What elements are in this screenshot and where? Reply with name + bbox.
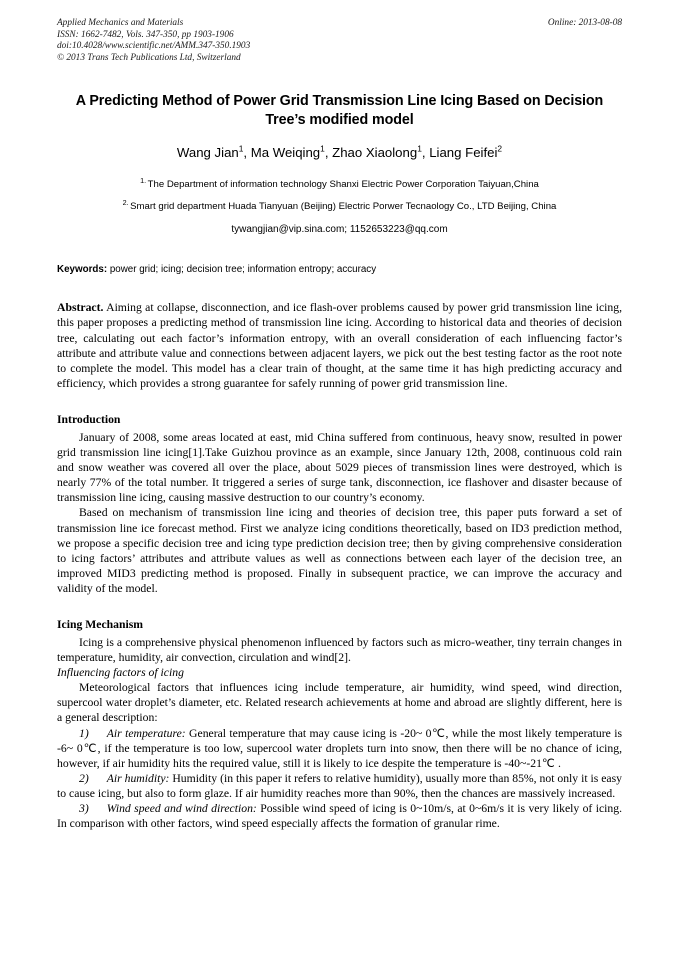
list-item-term-3: Wind speed and wind direction: [106,802,257,815]
author-name-4: Liang Feifei [429,145,498,161]
abstract-block [57,300,622,391]
subheading-influencing-factors: Influencing factors of icing [57,666,184,680]
author-affil-marker-2: 1 [320,143,325,154]
author-name-1: Wang Jian [176,145,239,161]
list-item-number-3: 3) [79,802,89,815]
page-title: A Predicting Method of Power Grid Transmission Line Icing Based on Decision Tree’s modified model [75,93,604,129]
author-separator-3: , [421,145,430,161]
icing-mechanism-paragraph-1: Icing is a comprehensive physical phenomenon influenced by factors such as micro-weather, tiny terrain changes in temperature, humidity, air convection, circulation and wind[2]. [57,635,622,665]
list-item-term-2: Air humidity: [106,771,170,785]
list-item [57,726,622,771]
keywords-value: power grid; icing; decision tree; information entropy; accuracy [107,264,377,276]
author-separator-2: , [324,145,333,161]
journal-name: Applied Mechanics and Materials [57,18,184,28]
icing-mechanism-paragraph-2: Meteorological factors that influences icing include temperature, air humidity, wind speed, wind direction, supercool water droplet’s diameter, etc. Related research achievements at home and abroad are slightly different, here is a general description: [57,681,622,725]
issn-line: ISSN: 1662-7482, Vols. 347-350, pp 1903-1906 [57,29,234,40]
journal-header [57,18,622,64]
list-item-text-1: General temperature that may cause icing is -20~ 0℃, while the most likely temperature is -6~ 0℃, if the temperature is too low, supercool water droplets turn into snow, then there will be no chance of icing, however, if air humidity hits the required value, still it is likely to ice despite the temperature is -40~-21℃ . [57,726,623,770]
affiliation-1 [83,178,596,193]
keywords-line [57,263,622,277]
section-heading-introduction: Introduction [57,412,121,426]
section-heading-icing-mechanism: Icing Mechanism [57,617,144,631]
abstract-label: Abstract. [57,301,104,315]
list-item-text-3: Possible wind speed of icing is 0~10m/s, at 0~6m/s it is very likely of icing. In comparison with other factors, wind speed especially affects the formation of granular rime. [57,802,622,831]
author-emails: tywangjian@vip.sina.com; 1152653223@qq.com [231,224,448,236]
author-separator-1: , [243,145,251,161]
doi-line: doi:10.4028/www.scientific.net/AMM.347-350.1903 [57,41,251,52]
list-item-number-2: 2) [79,771,89,785]
list-item-number-1: 1) [79,726,89,740]
journal-header-top-row [57,18,622,30]
abstract-text: Aiming at collapse, disconnection, and ice flash-over problems caused by power grid transmission line icing, this paper proposes a predicting method of transmission line icing. According to historical data and theories of decision tree, calculating out each factor’s information entropy, with an overall consideration of each influencing factor’s attribute and attribute value and connections between adjacent layers, we pick out the best testing factor as the root note to complete the model. This model has a clear train of thought, at the same time it has high predicting accuracy and efficiency, which provides a strong guarantee for safely running of power grid transmission line. [57,301,622,390]
author-list [57,144,622,161]
author-name-3: Zhao Xiaolong [332,145,418,161]
author-name-2: Ma Weiqing [250,145,321,161]
affiliation-text-2: Smart grid department Huada Tianyuan (Beijing) Electric Porwer Tecnaology Co., LTD Beijing, China [130,200,557,212]
affiliation-marker-1: 1. [140,176,147,186]
list-item-text-2: Humidity (in this paper it refers to relative humidity), usually more than 85%, not only it is easy to cause icing, but also to form glaze. If air humidity reaches more than 90%, then the chances are massively increased. [57,771,622,800]
list-item [57,771,622,801]
author-affil-marker-1: 1 [238,143,244,154]
affiliation-2 [83,197,596,215]
affiliation-text-1: The Department of information technology Shanxi Electric Power Corporation Taiyuan,China [147,179,539,191]
introduction-paragraph-1: January of 2008, some areas located at east, mid China suffered from continuous, heavy snow, resulted in power grid transmission line icing[1].Take Guizhou province as an example, since January 12th, 2008, continuous cold rain and snow weather was covered all over the place, about 5029 pieces of transmission lines were destroyed, which is nearly 77% of the total number. It triggered a series of surge tank, disconnection, ice flashover and disaster because of transmission line icing, causing massive destruction to our country’s economy. [57,430,622,505]
affiliation-marker-2: 2. [122,197,129,207]
copyright-line: © 2013 Trans Tech Publications Ltd, Switzerland [57,52,241,63]
author-affil-marker-4: 2 [497,143,503,154]
introduction-paragraph-2: Based on mechanism of transmission line icing and theories of decision tree, this paper puts forward a set of transmission line ice forecast method. First we analyze icing conditions theoretically, based on ID3 prediction method, we propose a specific decision tree and icing type prediction decision tree; then by giving comprehensive consideration to icing factors’ attributes and attribute values as well as connections between each layer of the decision tree, an improved MID3 predicting method is proposed. Finally in subsequent practice, we can improve the accuracy and validity of the model. [57,506,622,595]
list-item [57,801,622,831]
list-item-term-1: Air temperature: [106,726,186,740]
author-affil-marker-3: 1 [417,143,422,154]
keywords-label: Keywords: [57,264,108,276]
online-date: Online: 2013-08-08 [547,18,622,28]
affiliation-list [57,178,622,237]
